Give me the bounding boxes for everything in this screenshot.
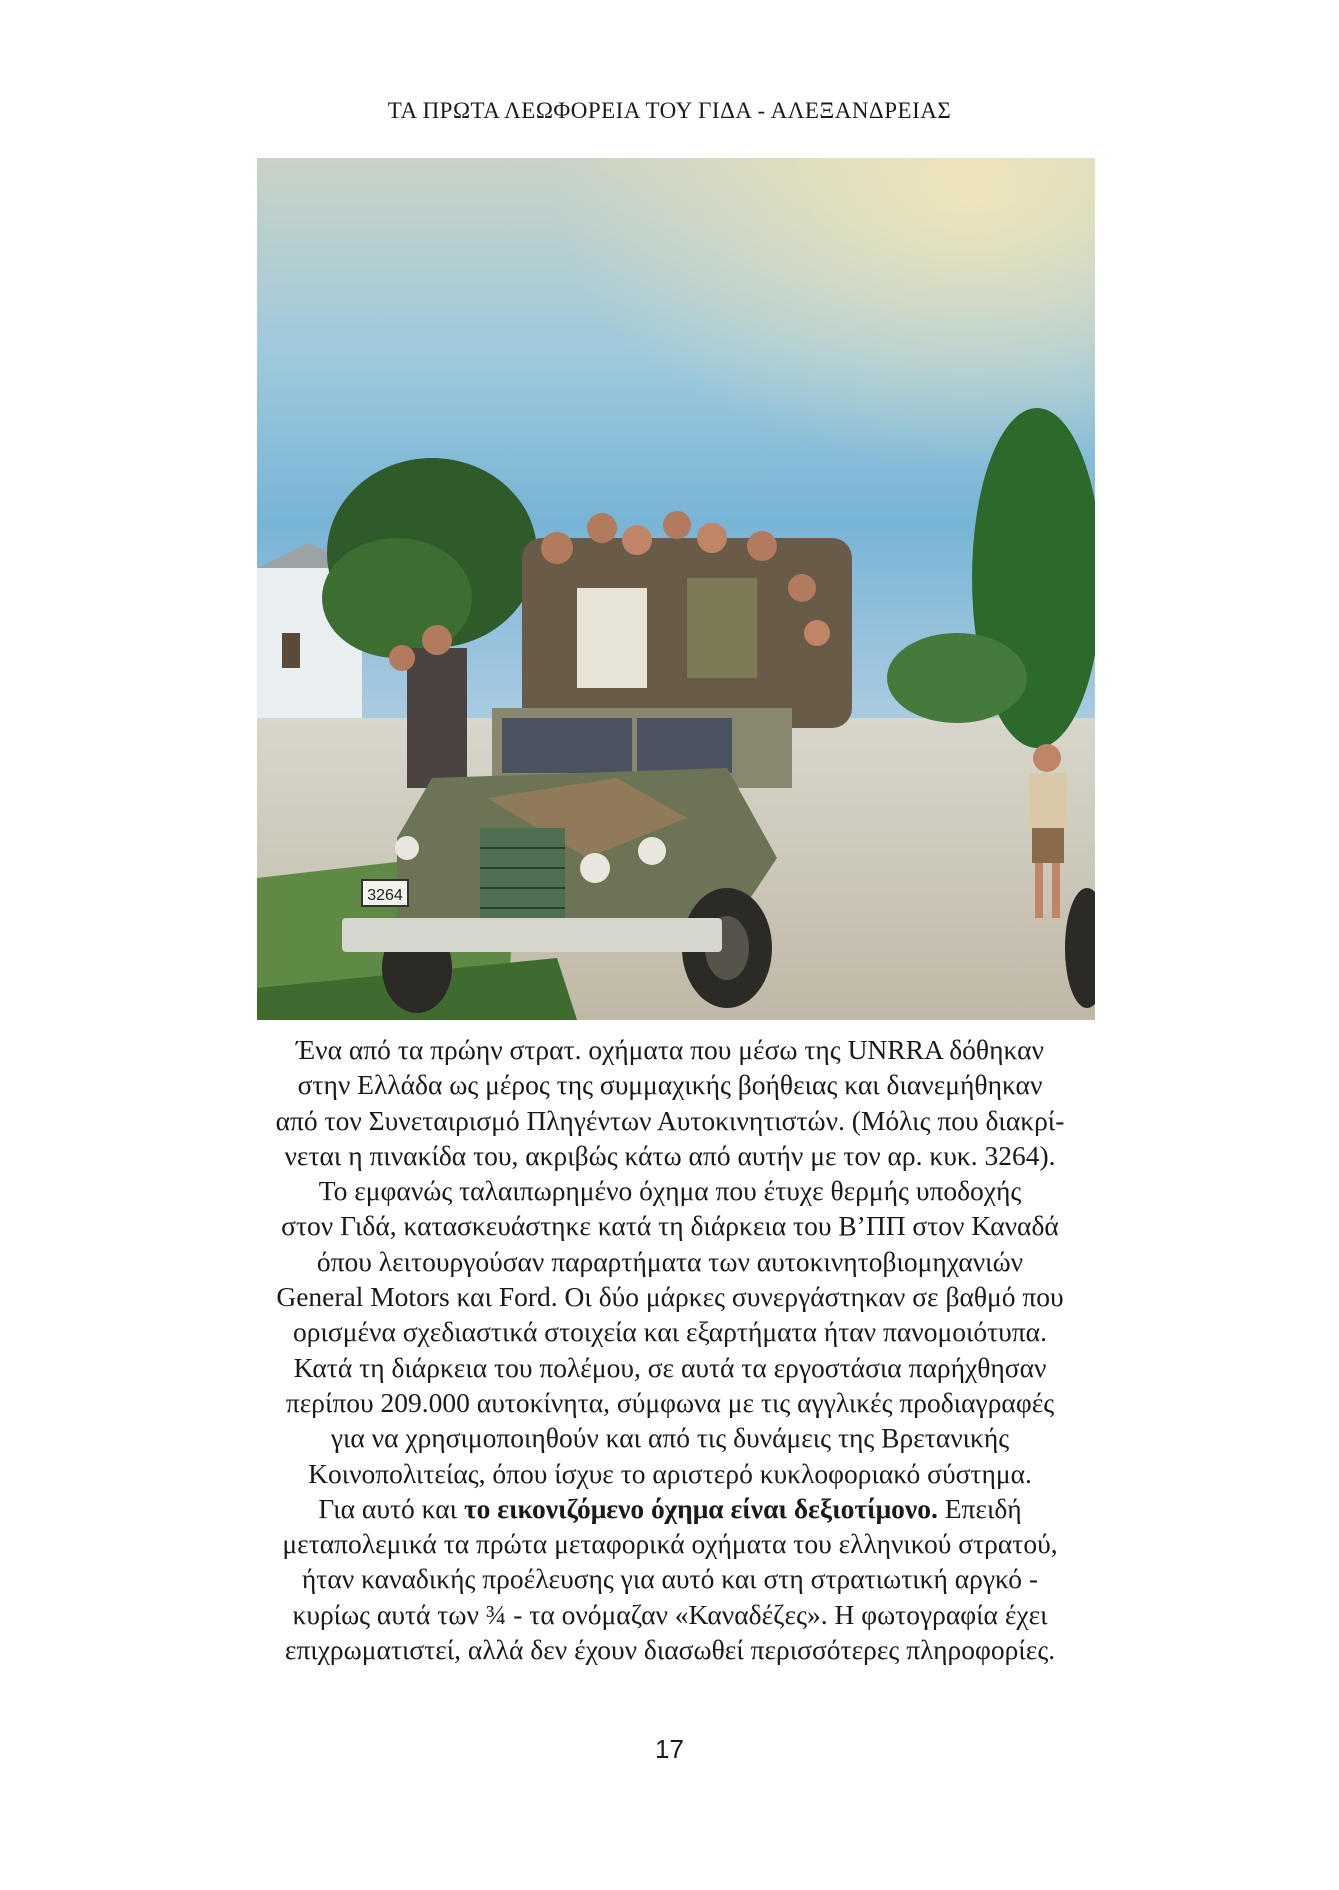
page-number: 17 <box>655 1734 684 1764</box>
caption-line: στον Γιδά, κατασκευάστηκε κατά τη διάρκεια του Β’ΠΠ στον Καναδά <box>281 1210 1059 1242</box>
caption-line: General Motors και Ford. Οι δύο μάρκες συνεργάστηκαν σε βαθμό που <box>276 1281 1064 1313</box>
caption-bold-text: το εικονιζόμενο όχημα είναι δεξιοτίμονο. <box>463 1492 938 1524</box>
caption-line: Κατά τη διάρκεια του πολέμου, σε αυτά τα εργοστάσια παρήχθησαν <box>293 1351 1047 1383</box>
caption-line: νεται η πινακίδα του, ακριβώς κάτω από αυτήν με τον αρ. κυκ. 3264). <box>284 1139 1056 1171</box>
caption-line: όπου λειτουργούσαν παραρτήματα των αυτοκινητοβιομηχανιών <box>316 1245 1024 1277</box>
caption-line: μεταπολεμικά τα πρώτα μεταφορικά οχήματα του ελληνικού στρατού, <box>282 1528 1058 1560</box>
caption-line: κυρίως αυτά των ¾ - τα ονόμαζαν «Καναδέζες». Η φωτογραφία έχει <box>292 1598 1048 1630</box>
license-plate: 3264 <box>367 887 403 904</box>
running-header: ΤΑ ΠΡΩΤΑ ΛΕΩΦΟΡΕΙΑ ΤΟΥ ΓΙΔΑ - ΑΛΕΞΑΝΔΡΕΙΑΣ <box>387 98 952 123</box>
caption-line: Ένα από τα πρώην στρατ. οχήματα που μέσω της UNRRA δόθηκαν <box>296 1034 1044 1065</box>
caption-line: Το εμφανώς ταλαιπωρημένο όχημα που έτυχε θερμής υποδοχής <box>318 1175 1022 1207</box>
caption-line: Κοινοπολιτείας, όπου ίσχυε το αριστερό κυκλοφοριακό σύστημα. <box>308 1457 1032 1489</box>
caption-text: Επειδή <box>937 1492 1022 1524</box>
caption-line: για να χρησιμοποιηθούν και από τις δυνάμεις της Βρετανικής <box>330 1422 1010 1454</box>
caption-line: από τον Συνεταιρισμό Πληγέντων Αυτοκινητιστών. (Μόλις που διακρί- <box>275 1104 1065 1136</box>
colorized-photo <box>257 158 1095 1020</box>
caption-line: ορισμένα σχεδιαστικά στοιχεία και εξαρτήματα ήταν πανομοιότυπα. <box>293 1316 1047 1348</box>
caption-text: Για αυτό και <box>318 1492 464 1524</box>
photo-caption <box>150 1032 1190 1667</box>
caption-line-emphasis <box>150 1491 1190 1526</box>
caption-line: περίπου 209.000 αυτοκίνητα, σύμφωνα με τις αγγλικές προδιαγραφές <box>285 1386 1055 1418</box>
caption-line: επιχρωματιστεί, αλλά δεν έχουν διασωθεί περισσότερες πληροφορίες. <box>284 1634 1056 1666</box>
caption-line: ήταν καναδικής προέλευσης για αυτό και στη στρατιωτική αργκό - <box>301 1563 1039 1595</box>
photo-illustration <box>257 158 1095 1020</box>
caption-line: στην Ελλάδα ως μέρος της συμμαχικής βοήθειας και διανεμήθηκαν <box>297 1069 1043 1101</box>
